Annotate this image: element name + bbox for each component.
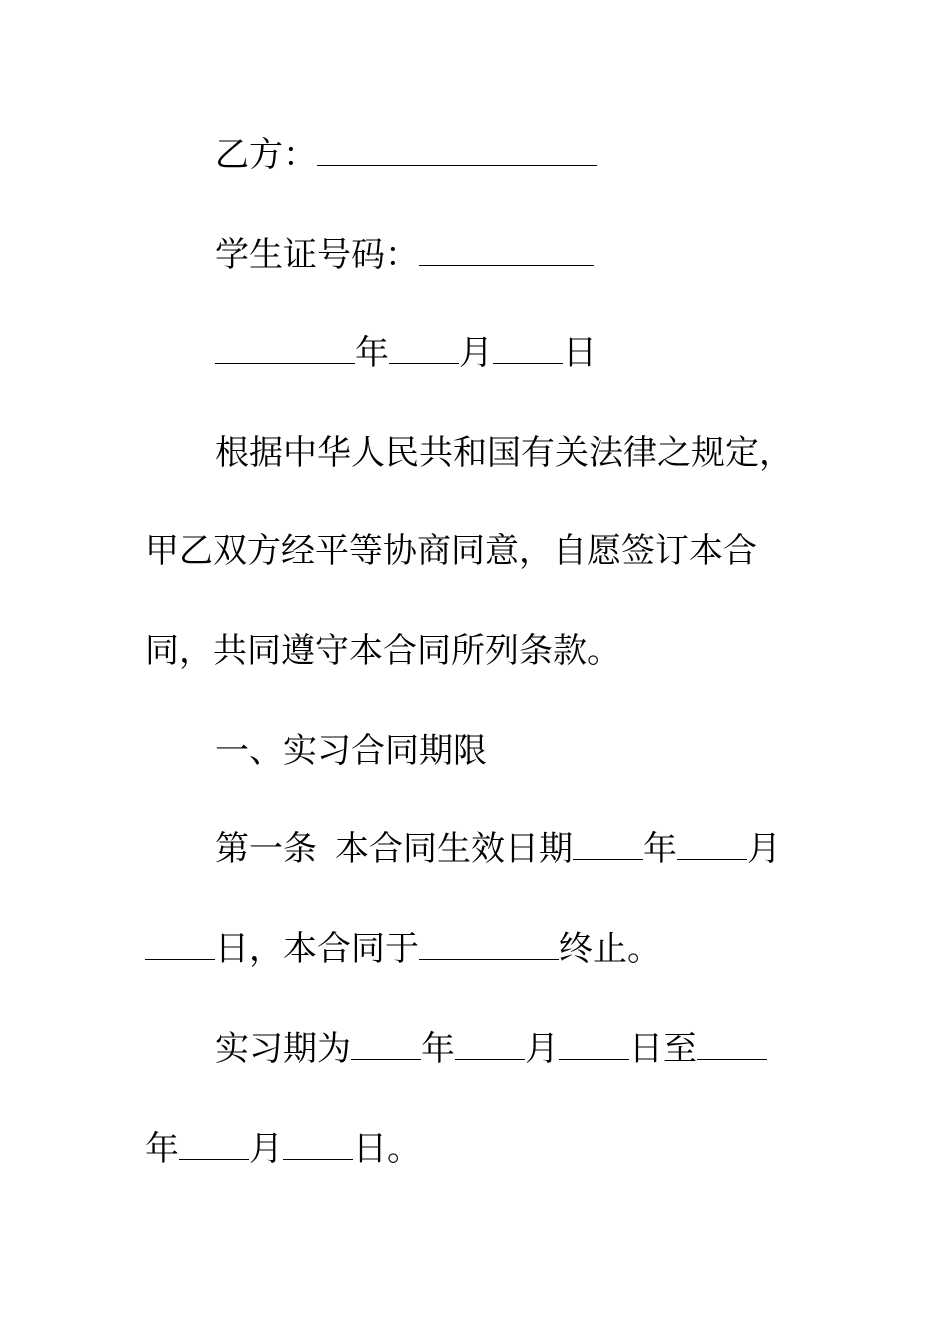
period-month1-text: 月 [525,1029,559,1069]
article-1-line-2 [145,929,835,969]
party-b-label: 乙方： [215,135,317,175]
sign-month-text: 月 [459,333,493,373]
period-line-1 [215,1029,905,1069]
sign-date-line [215,333,905,373]
section-title: 一、实习合同期限 [215,731,487,771]
effective-month-text: 月 [747,829,781,869]
article-1-text-a: 本合同生效日期 [335,829,573,869]
student-id-blank [419,235,594,266]
period-month2-blank [179,1129,249,1160]
sign-year-text: 年 [355,333,389,373]
effective-month-blank [677,829,747,860]
period-year2-text: 年 [145,1129,179,1169]
period-day-to-text: 日至 [629,1029,697,1069]
article-1-label: 第一条 [215,829,317,869]
effective-year-blank [573,829,643,860]
sign-year-blank [215,333,355,364]
article-1-text-c: 终止。 [559,929,661,969]
preamble-line-1: 根据中华人民共和国有关法律之规定， [215,433,793,473]
period-text-a: 实习期为 [215,1029,351,1069]
student-id-line [215,235,905,275]
period-year2-first-blank [697,1029,767,1060]
party-b-line [215,135,905,175]
termination-blank [419,929,559,960]
sign-day-text: 日 [563,333,597,373]
period-day1-blank [559,1029,629,1060]
period-year1-blank [351,1029,421,1060]
period-day2-blank [283,1129,353,1160]
period-line-2 [145,1129,835,1169]
sign-month-blank [389,333,459,364]
period-month2-text: 月 [249,1129,283,1169]
period-year1-text: 年 [421,1029,455,1069]
effective-day-blank [145,929,215,960]
party-b-blank [317,135,597,166]
period-day-end-text: 日。 [353,1129,421,1169]
preamble-line-2: 甲乙双方经平等协商同意，自愿签订本合 [145,531,757,571]
period-month1-blank [455,1029,525,1060]
article-1-line-1 [215,829,905,869]
effective-year-text: 年 [643,829,677,869]
sign-day-blank [493,333,563,364]
article-1-text-b: 日，本合同于 [215,929,419,969]
preamble-line-3: 同，共同遵守本合同所列条款。 [145,631,621,671]
student-id-label: 学生证号码： [215,235,419,275]
